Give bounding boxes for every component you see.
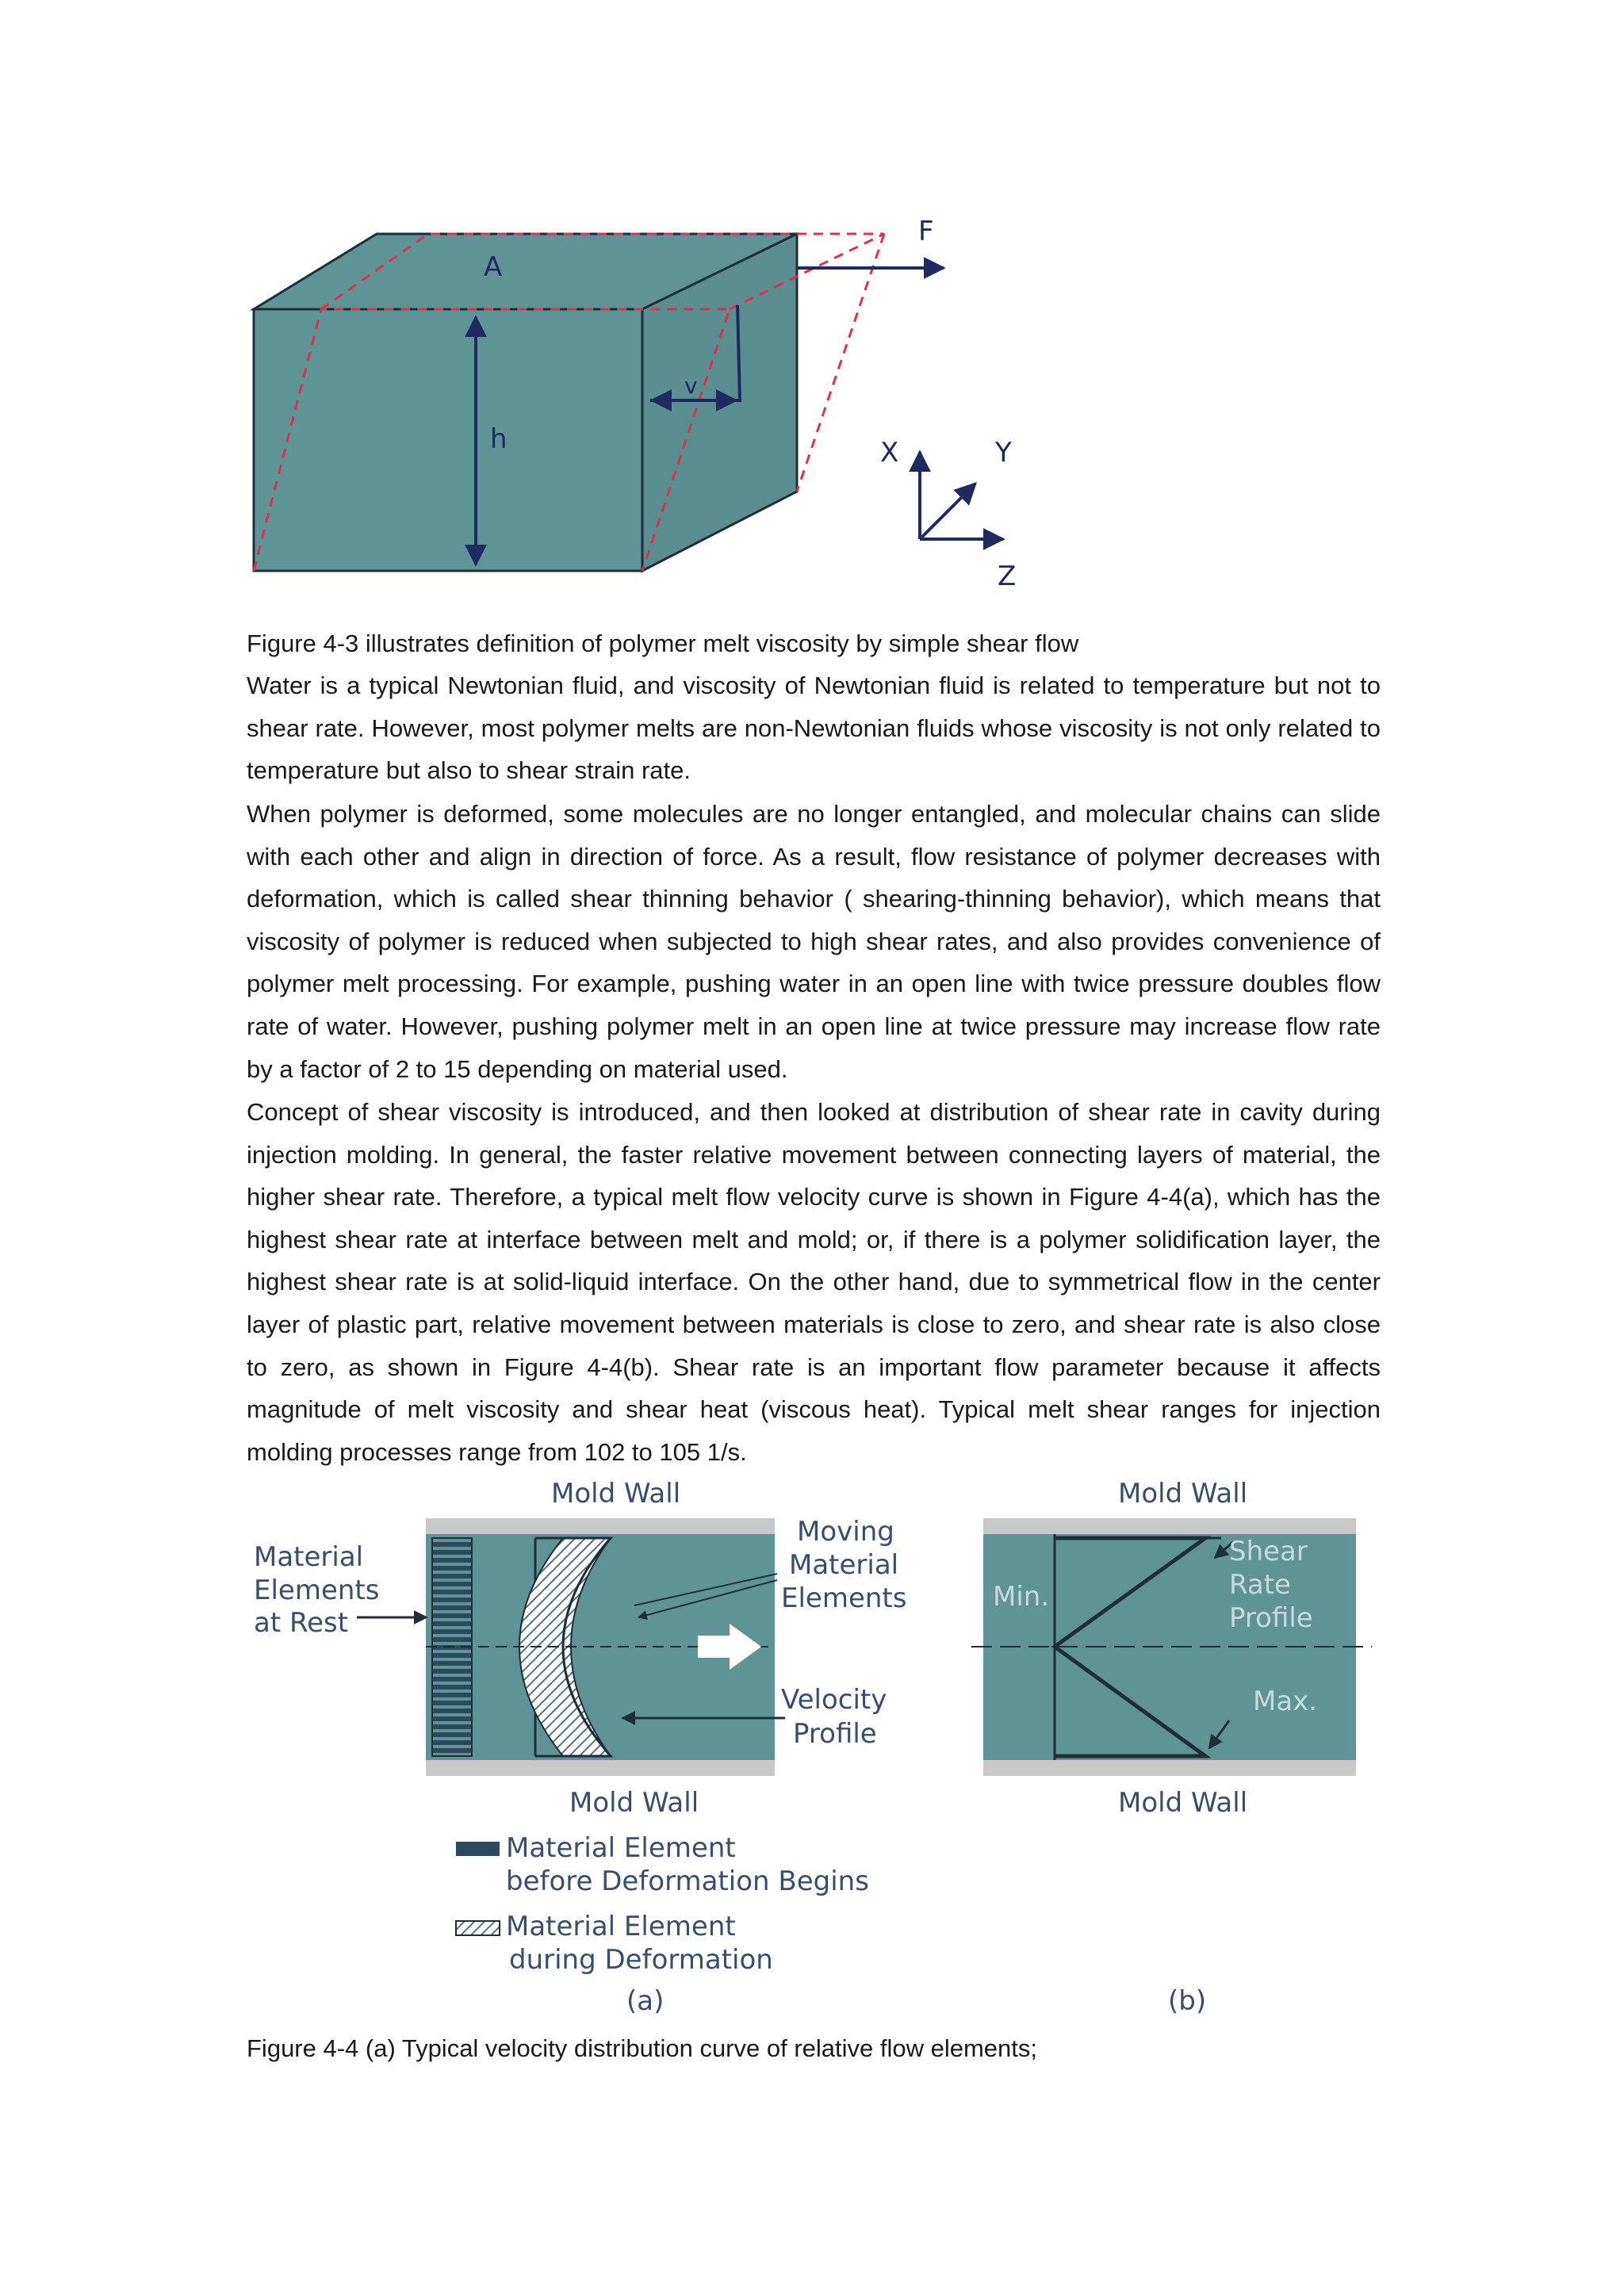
label-mold-wall-top-b: Mold Wall xyxy=(1118,1478,1248,1510)
label-velocity-2: Profile xyxy=(793,1718,877,1750)
label-moving-2: Material xyxy=(789,1549,899,1581)
label-moving-3: Elements xyxy=(781,1582,907,1614)
label-height: h xyxy=(490,423,508,455)
legend-before-1: Material Element xyxy=(506,1832,736,1864)
label-area: A xyxy=(484,251,503,283)
label-shear-1: Shear xyxy=(1229,1536,1308,1567)
mold-wall-bottom-b xyxy=(983,1760,1356,1776)
label-rest-2: Elements xyxy=(254,1575,380,1606)
label-mold-wall-bottom-a: Mold Wall xyxy=(569,1787,699,1819)
legend-swatch-during xyxy=(456,1921,500,1935)
label-axis-z: Z xyxy=(998,561,1017,592)
coordinate-axes xyxy=(920,452,1003,539)
figure-4-3-shear-block xyxy=(238,206,1063,603)
paragraph-shear-rate: Concept of shear viscosity is introduced, and then looked at distribution of shear rate in cavity during injection molding. In general, the faster relative movement between connecting layers of material, the higher shear rate. Therefore, a typical melt flow velocity curve is shown in Figure 4-4(a), which has the highest shear rate at interface between melt and mold; or, if there is a polymer solidification layer, the highest shear rate is at solid-liquid interface. On the other hand, due to symmetrical flow in the center layer of plastic part, relative movement between materials is close to zero, and shear rate is also close to zero, as shown in Figure 4-4(b). Shear rate is an important flow parameter because it affects magnitude of melt viscosity and shear heat (viscous heat). Typical melt shear ranges for injection molding processes range from 102 to 105 1/s. xyxy=(247,1098,1381,1466)
label-mold-wall-top-a: Mold Wall xyxy=(551,1478,681,1510)
legend-during-1: Material Element xyxy=(506,1911,736,1942)
label-min: Min. xyxy=(993,1581,1050,1613)
label-shear-3: Profile xyxy=(1229,1602,1313,1634)
panel-tag-b: (b) xyxy=(1168,1985,1207,2017)
label-max: Max. xyxy=(1253,1686,1318,1717)
mold-wall-bottom-a xyxy=(426,1760,775,1776)
label-moving-1: Moving xyxy=(797,1516,894,1548)
paragraph-shear-thinning: When polymer is deformed, some molecules are no longer entangled, and molecular chains can slide with each other and align in direction of force. As a result, flow resistance of polymer decreases with deformation, which is called shear thinning behavior ( shearing-thinning behavior), which means that viscosity of polymer is reduced when subjected to high shear rates, and also provides convenience of polymer melt processing. For example, pushing water in an open line with twice pressure doubles flow rate of water. However, pushing polymer melt in an open line at twice pressure may increase flow rate by a factor of 2 to 15 depending on material used. xyxy=(247,800,1381,1083)
label-mold-wall-bottom-b: Mold Wall xyxy=(1118,1787,1248,1819)
label-rest-3: at Rest xyxy=(254,1607,349,1639)
mold-wall-top-b xyxy=(983,1518,1356,1534)
label-rest-1: Material xyxy=(254,1541,364,1573)
label-axis-y: Y xyxy=(995,437,1012,469)
mold-wall-top-a xyxy=(426,1518,775,1534)
label-shear-2: Rate xyxy=(1229,1569,1291,1601)
figure-4-3-caption: Figure 4-3 illustrates definition of polymer melt viscosity by simple shear flow xyxy=(247,629,1079,657)
block-front-face xyxy=(254,309,642,571)
label-axis-x: X xyxy=(880,437,899,469)
figure-4-4-caption: Figure 4-4 (a) Typical velocity distribution curve of relative flow elements; xyxy=(247,2034,1038,2062)
panel-tag-a: (a) xyxy=(626,1985,665,2017)
legend-before-2: before Deformation Begins xyxy=(506,1866,869,1897)
label-force: F xyxy=(918,216,934,247)
paragraph-newtonian: Water is a typical Newtonian fluid, and viscosity of Newtonian fluid is related to temperature but not to shear rate. However, most polymer melts are non-Newtonian fluids whose viscosity is not only related to temperature but also to shear strain rate. xyxy=(247,672,1381,785)
legend-during-2: during Deformation xyxy=(509,1944,773,1976)
label-velocity: v xyxy=(684,373,698,399)
panel-b xyxy=(971,1518,1372,1776)
label-velocity-1: Velocity xyxy=(781,1684,887,1716)
figure-4-4-velocity-shear xyxy=(238,1471,1396,2022)
legend-swatch-before xyxy=(456,1842,500,1856)
